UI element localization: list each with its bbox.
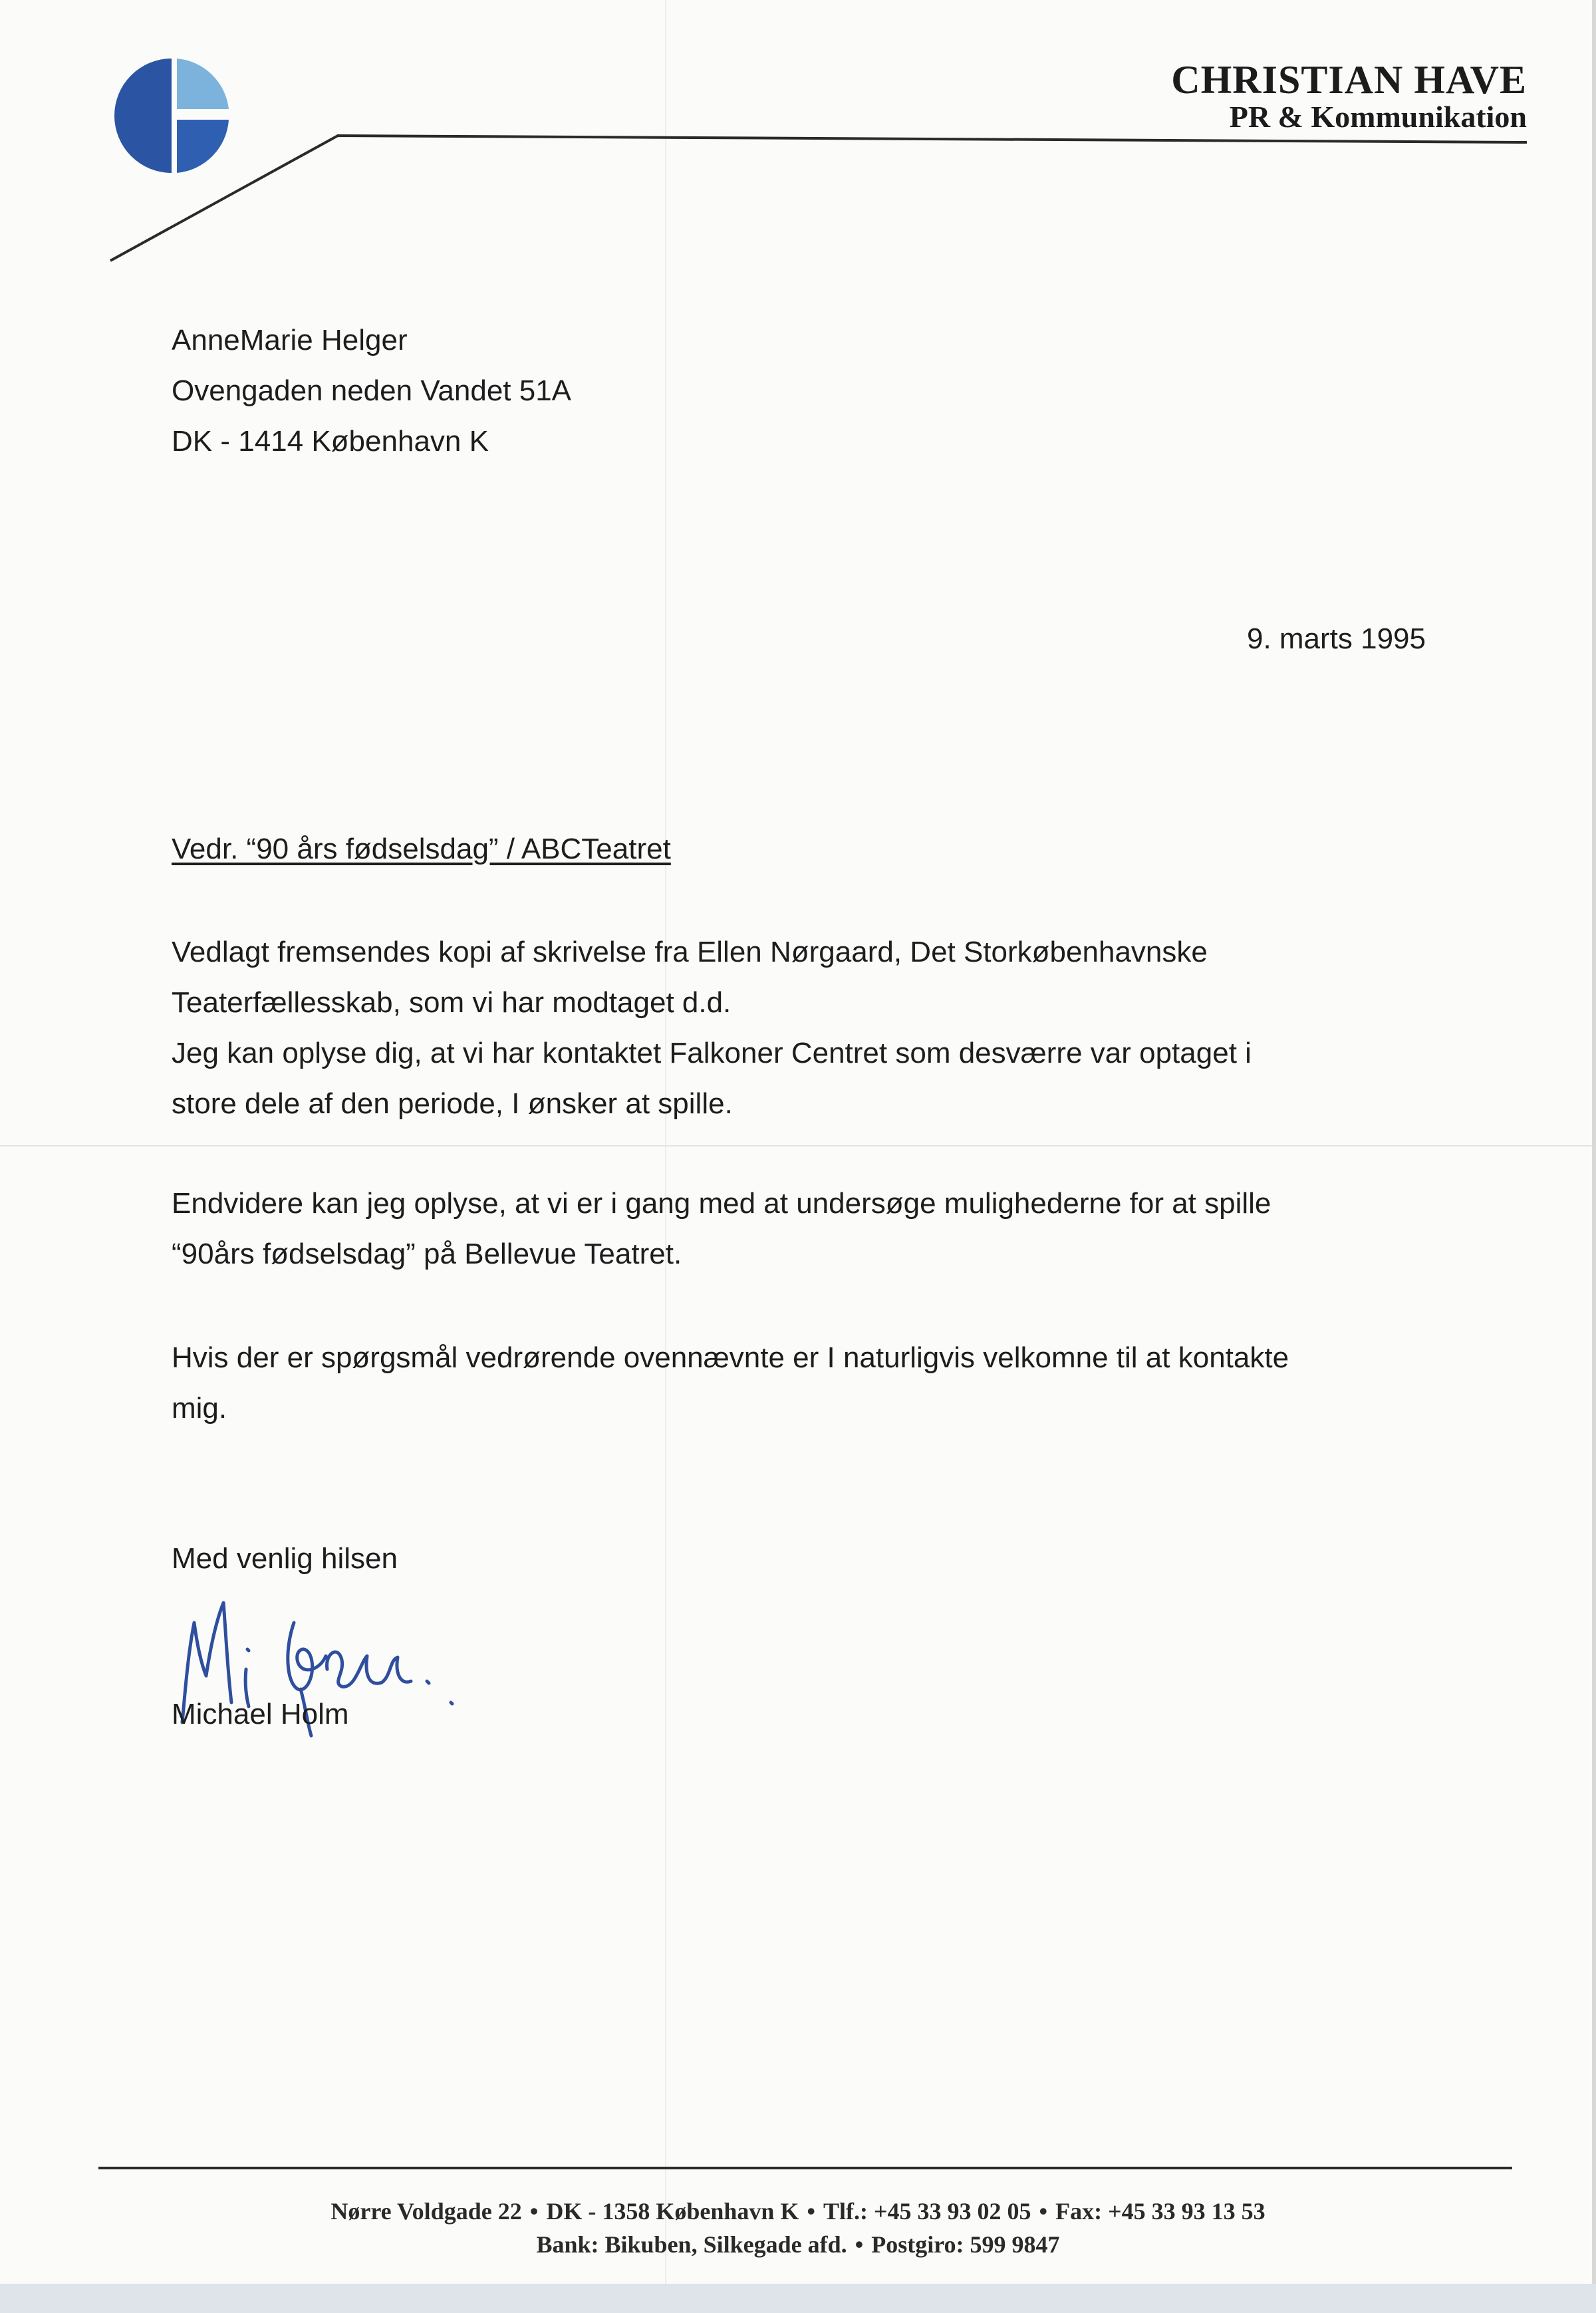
footer-phone: Tlf.: +45 33 93 02 05: [823, 2198, 1031, 2225]
body-paragraph-3: [172, 1333, 1289, 1434]
body-line: Teaterfællesskab, som vi har modtaget d.d.: [172, 986, 732, 1019]
body-line: “90års fødselsdag” på Bellevue Teatret.: [172, 1238, 682, 1270]
body-line: Jeg kan oplyse dig, at vi har kontaktet Falkoner Centret som desværre var optaget i: [172, 1037, 1252, 1069]
letterhead-brand: [1171, 59, 1527, 133]
body-line: mig.: [172, 1392, 227, 1425]
footer-bank: Bank: Bikuben, Silkegade afd.: [536, 2231, 847, 2258]
letter-date: 9. marts 1995: [1246, 622, 1426, 655]
recipient-name: AnneMarie Helger: [172, 324, 408, 356]
scan-edge-right: [1592, 0, 1596, 2313]
footer-bullet: •: [1039, 2198, 1048, 2225]
recipient-address: [172, 315, 571, 467]
footer-postal: DK - 1358 København K: [546, 2198, 799, 2225]
letter-subject: Vedr. “90 års fødselsdag” / ABCTeatret: [172, 833, 671, 865]
body-line: store dele af den periode, I ønsker at spille.: [172, 1087, 733, 1120]
footer-bullet: •: [807, 2198, 815, 2225]
letter-closing: Med venlig hilsen: [172, 1542, 398, 1575]
scan-fold-vertical: [665, 0, 666, 2313]
body-line: Endvidere kan jeg oplyse, at vi er i gang med at undersøge mulighederne for at spille: [172, 1187, 1271, 1220]
recipient-street: Ovengaden neden Vandet 51A: [172, 374, 572, 407]
footer-line-2: [0, 2228, 1596, 2261]
company-name: CHRISTIAN HAVE: [1171, 58, 1527, 102]
footer-rule: [98, 2167, 1512, 2169]
scan-fold-horizontal: [0, 1145, 1596, 1147]
scan-edge-bottom: [0, 2284, 1596, 2313]
footer-address: Nørre Voldgade 22: [331, 2198, 522, 2225]
body-paragraph-2: [172, 1178, 1271, 1280]
company-tagline: PR & Kommunikation: [1229, 100, 1527, 134]
footer-fax: Fax: +45 33 93 13 53: [1055, 2198, 1265, 2225]
footer-line-1: [0, 2195, 1596, 2228]
body-line: Hvis der er spørgsmål vedrørende ovennævnte er I naturligvis velkomne til at kontakte: [172, 1341, 1289, 1374]
footer-bullet: •: [855, 2231, 864, 2258]
body-line: Vedlagt fremsendes kopi af skrivelse fra Ellen Nørgaard, Det Storkøbenhavnske: [172, 936, 1208, 968]
footer-bullet: •: [529, 2198, 539, 2225]
footer-giro: Postgiro: 599 9847: [871, 2231, 1060, 2258]
letterhead-rule: [0, 0, 1596, 279]
body-paragraph-1: [172, 927, 1252, 1129]
signer-name: Michael Holm: [172, 1698, 349, 1730]
recipient-city: DK - 1414 København K: [172, 425, 489, 458]
letter-footer: [0, 2195, 1596, 2261]
